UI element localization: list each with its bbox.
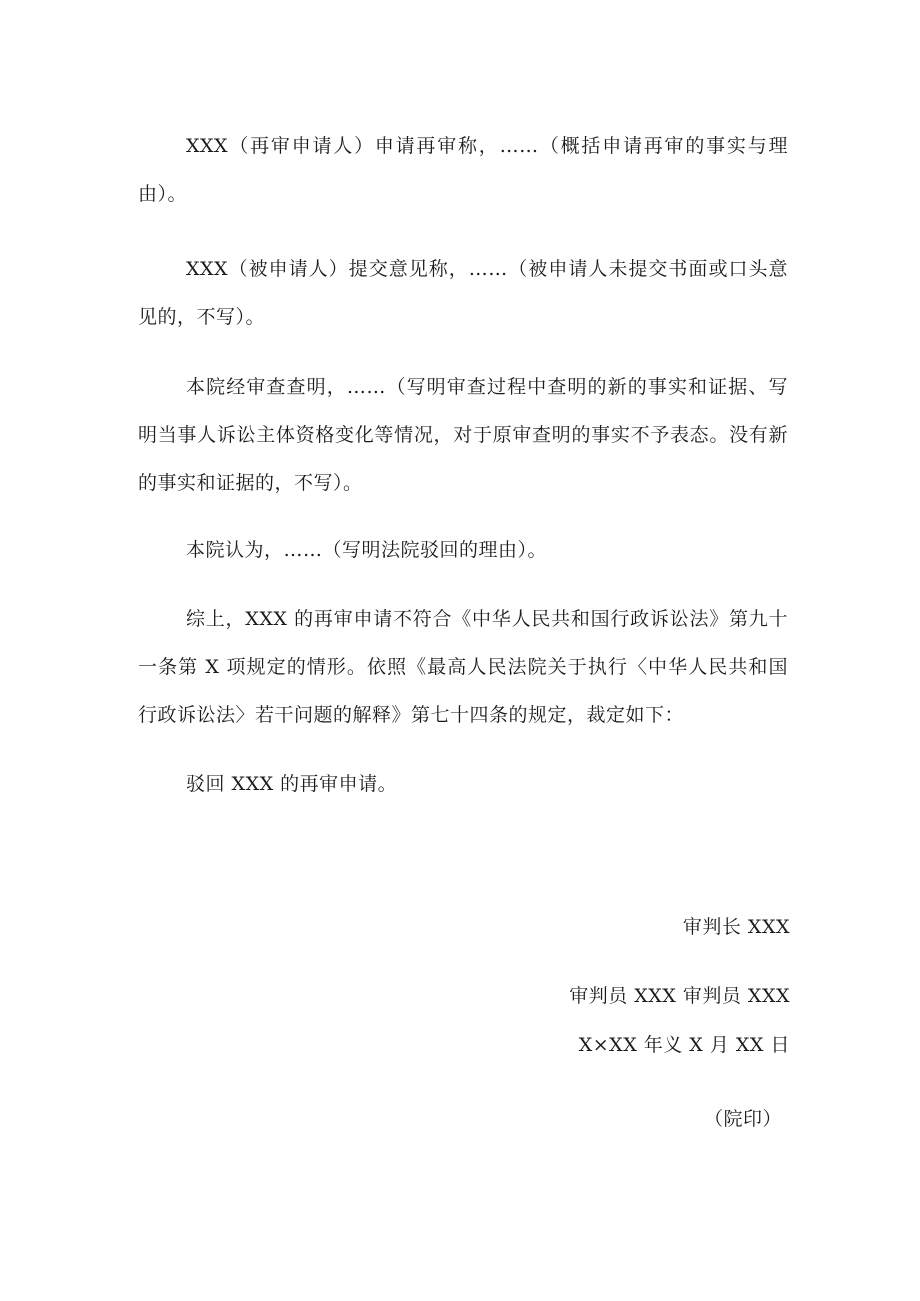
- paragraph-court-reasoning: 本院认为，……（写明法院驳回的理由）。: [186, 539, 548, 561]
- signature-judges: 审判员 XXX 审判员 XXX: [569, 985, 790, 1007]
- paragraph-respondent-opinion: XXX（被申请人）提交意见称，……（被申请人未提交书面或口头意见的，不写）。: [138, 258, 788, 328]
- paragraph-ruling: 驳回 XXX 的再审申请。: [186, 773, 398, 795]
- signature-chief-judge: 审判长 XXX: [682, 916, 790, 938]
- paragraph-retrial-claim: XXX（再审申请人）申请再审称，……（概括申请再审的事实与理由）。: [138, 135, 788, 205]
- paragraph-conclusion: 综上，XXX 的再审申请不符合《中华人民共和国行政诉讼法》第九十一条第 X 项规定的情形。依照《最高人民法院关于执行〈中华人民共和国行政诉讼法〉若干问题的解释》第七十四条的规定，裁定如下：: [138, 608, 788, 726]
- signature-date: X×XX 年义 X 月 XX 日: [578, 1034, 790, 1056]
- court-seal-note: （院印）: [703, 1108, 782, 1130]
- paragraph-court-findings: 本院经审查查明，……（写明审查过程中查明的新的事实和证据、写明当事人诉讼主体资格变化等情况，对于原审查明的事实不予表态。没有新的事实和证据的，不写）。: [138, 376, 788, 494]
